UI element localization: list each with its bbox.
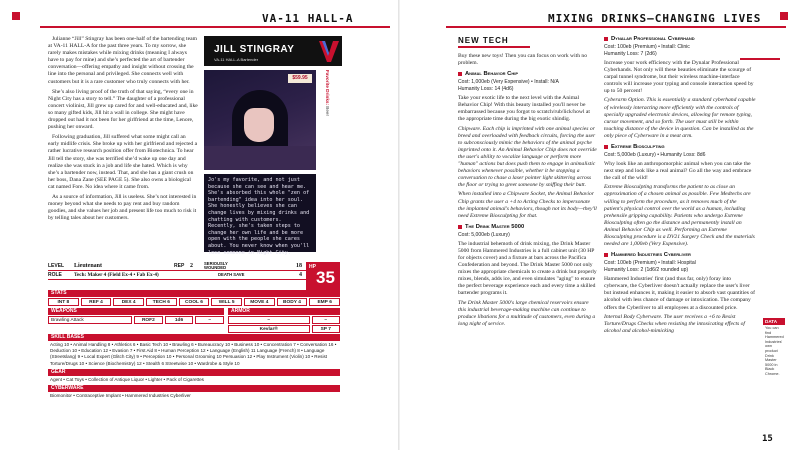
item-heading: Animal Behavior Chip: [458, 71, 598, 77]
weapons-armor: [48, 307, 340, 333]
item-humanity: Humanity Loss: 14 (4d6): [458, 86, 514, 93]
bullet-square-icon: [458, 72, 462, 76]
armor-row-head: [228, 316, 340, 324]
item-cost: Cost: 5,000eb (Luxury): [458, 231, 510, 238]
stats-header: STATS: [48, 290, 340, 297]
gear-header: GEAR: [48, 369, 340, 376]
bullet-square-icon: [604, 37, 608, 41]
item-heading: Extreme Biosculpting: [604, 144, 756, 150]
header-rule: [446, 26, 786, 28]
stat-cell: MOVE 4: [244, 298, 275, 306]
corner-mark: [12, 12, 20, 20]
rep-value: 2: [190, 263, 193, 269]
stat-cell: REF 4: [81, 298, 112, 306]
item-rules: Chipware. Each chip is imprinted with one animal species or breed and overloaded with feedback circuits, forcing the user to subconsciously mimic the behaviors of the animal psyche imprinted onto it. An Animal Behavior Chip does not override the user's ability to vocalize language or perform more "human" actions but does push them to engage in animalistic behaviors whenever possible, whether it be stopping a conversation to chase a laser pointer light skittering across the floor or trying to greet someone by sniffing their butt.: [458, 125, 597, 189]
data-sidebar: [763, 318, 785, 376]
right-column-1: [458, 36, 598, 328]
valhalla-logo-icon: [316, 36, 342, 66]
level-label: LEVEL: [48, 263, 65, 269]
armor-head-sp: –: [312, 316, 341, 324]
gear-list: Agent • Cat Toys • Collection of Antique Liquor • Lighter • Pack of Cigarettes: [50, 376, 204, 382]
stat-cell: COOL 6: [179, 298, 210, 306]
bio-paragraph: She’s also living proof of the truth of that saying, “every one in Night City has a story to tell.” The daughter of a professional concert violinist, Jill grew up cared for and well-educated and, like so many gifted kids, Jill hit a wall in college. She might have dropped out had it not been for her girlfriend at the time, Lenore, pushing her onward.: [48, 88, 198, 131]
item-cost: Cost: 100eb (Premium) • Install: Hospital: [604, 260, 696, 267]
weapons-header: WEAPONS: [48, 308, 224, 315]
item-description: The industrial behemoth of drink mixing, the Drink Master 5000 from Hammered Industries is a full cabinet unit (30 HP for objects cover) and a fixture at bars across the Pacifica Confederation and beyond. The Drink Master 5000 not only mixes the appropriate chemicals to create a drink but properly mixes, blends, adds ice, and even simulates "aging" to ensure the perfect beverage experience each and every time a skilled bartender programs it.: [458, 240, 597, 297]
header-rule: [40, 26, 390, 28]
item-rules: Extreme Biosculpting transforms the patient to as close an approximation of a chosen animal as possible. Few Medtechs are willing to perform the procedure, as it removes much of the patient's physical control over the world as a human, including prehensile gripping capability. Patients who undergo Extreme Biosculpting often go the distance and permanently install an Animal Behavior Chip as well. Performing an Extreme Biosculpting procedure is a DV21 Surgery Check and the materials needed are 1,000eb (Very Expensive).: [604, 184, 755, 248]
profile-subtitle: VA-11 HALL-A Bartender: [214, 57, 259, 62]
new-tech-title: NEW TECH: [458, 36, 530, 48]
profile-name: JILL STINGRAY: [214, 44, 295, 55]
bio-paragraph: Julianne “Jill” Stingray has been one-half of the bartending team at VA-11 HALL-A for the past three years. To my sorrow, she rarely makes mistakes while mixing drinks (meaning I always have to pay for mine) and she’s perfected the art of bartender conversation—offering empathy and insight without crossing the line into the personal and privileged. She connects well with customers but it is a rare customer who truly connects with her.: [48, 36, 197, 85]
item-heading: Dynalar Professional Cyberhand: [604, 36, 756, 42]
stat-cell: WILL 5: [211, 298, 242, 306]
item-rules: Cyberarm Option. This is essentially a standard cyberhand capable of wirelessly interacting more efficiently with the controls of specially upgraded electronic devices, allowing for remote typing, cursor movement, and so forth. The user must still be within touching distance of the device in question. Can be installed as the only piece of Cyberware in a meat arm.: [604, 97, 756, 139]
favorite-drinks-label: Favorite Drinks:: [325, 70, 330, 105]
stat-cell: TECH 6: [146, 298, 177, 306]
favorite-drinks: [320, 70, 330, 170]
stat-cell: DEX 4: [113, 298, 144, 306]
stat-top: [48, 262, 306, 280]
rep-label: REP: [174, 263, 185, 269]
armor-section: [228, 307, 340, 333]
item-humanity: Humanity Loss: 7 (2d6): [604, 51, 657, 57]
portrait-bar-shelf: [204, 146, 316, 170]
role-value: Tech: Maker 4 (Field Ex-4 • Fab Ex-4): [74, 272, 159, 278]
stat-cell: INT 8: [48, 298, 79, 306]
character-quote: Jo's my favorite, and not just because she can see and hear me. She's absorbed this whole "zen of bartending" idea into her soul. She honestly believes she can change lives by mixing drinks and chatting with customers. Recently, she's taken steps to change her own life and be more open with the people she cares about. You never know when you'll lose someone in Night City.: [204, 174, 316, 252]
skill-bases-header: SKILL BASES: [48, 334, 340, 341]
sidebar-text: You can find Hammered Industries' own product Drink Master 5000 in Black Chrome.: [765, 326, 784, 376]
armor-header: ARMOR: [228, 308, 340, 315]
role-row: [48, 271, 306, 280]
armor-row-body: [228, 325, 340, 333]
death-save-value: 4: [299, 272, 302, 278]
item-heading: Hammered Industries Cyberliver: [604, 252, 756, 258]
running-header-right: MIXING DRINKS—CHANGING LIVES: [548, 12, 762, 25]
item-rules: The Drink Master 5000's large chemical reservoirs ensure this industrial beverage-making machine can continue to produce libations for a multitude of customers, even during a long night of service.: [458, 299, 596, 327]
portrait-face: [244, 108, 274, 142]
right-column-2: [604, 36, 756, 335]
character-bio: [48, 36, 198, 225]
bullet-square-icon: [604, 253, 608, 257]
weapon-rof: ROF2: [134, 316, 163, 324]
running-header-left: VA-11 HALL-A: [262, 12, 354, 25]
sidebar-title: DATA: [763, 318, 785, 325]
bullet-square-icon: [458, 225, 462, 229]
corner-mark: [780, 12, 788, 20]
bullet-square-icon: [604, 145, 608, 149]
weapon-row: [48, 316, 224, 324]
item-humanity: Humanity Loss: 2 (1d6/2 rounded up): [604, 267, 689, 274]
stat-cell: BODY 4: [277, 298, 308, 306]
character-portrait: [204, 70, 316, 170]
item-description: Take your exotic life to the next level with the Animal Behavior Chip! With this beauty installed you'll never be embarrassed because you forgot to scratch/rub/lick/howl at the appropriate time during the big exotic shindig.: [458, 95, 590, 123]
death-save-label: DEATH SAVE: [218, 271, 245, 277]
seriously-wounded-label: SERIOUSLY WOUNDED: [204, 260, 228, 270]
armor-body: Kevlar®: [228, 325, 310, 333]
seriously-wounded-value: 18: [296, 263, 302, 269]
item-cost: Cost: 5,000eb (Luxury) • Humanity Loss: 8d6: [604, 152, 706, 159]
favorite-drinks-value: Beer: [325, 106, 330, 116]
item-cost: Cost: 1,000eb (Very Expensive) • Install: N/A: [458, 79, 559, 86]
item-rules: When installed into a Chipware Socket, the Animal Behavior Chip grants the user a +4 to Acting Checks to impersonate the implanted animal's behaviors, though not its body—they'll need Extreme Biosculpting for that.: [458, 191, 597, 219]
item-rules: Internal Body Cyberware. The user receives a +6 to Resist Torture/Drugs Checks when resisting the intoxicating effects of alcohol and alcohol-mimicking: [604, 313, 745, 334]
armor-body-sp: SP 7: [312, 325, 341, 333]
hp-value: 35: [316, 268, 335, 287]
profile-name-bar: [204, 36, 316, 66]
price-sign: $59.95: [288, 74, 312, 83]
item-description: Increase your work efficiency with the Dynalar Professional Cyberhands. Not only will these beauties eliminate the scourge of carpal tunnel syndrome, but their wireless machine-interface controls will increase your typing and console interaction speed by up to 50 percent!: [604, 60, 754, 95]
stat-block: [48, 262, 340, 400]
stats-grid: [48, 298, 340, 306]
item-cost: Cost: 100eb (Premium) • Install: Clinic: [604, 44, 690, 50]
page-number: 15: [762, 434, 773, 444]
weapon-extra: –: [195, 316, 224, 324]
skill-bases: Acting 10 • Animal Handling 8 • Athletics 6 • Basic Tech 10 • Brawling 6 • Bureaucracy 10 • Business 10 • Concentration 7 • Conversation 16 • Deduction 10 • Education 12 • Evasion 7 • First Aid 8 • Human Perception 12 • Language (English) 11 Language (French) 8 • Language (Streetslang) 9 • Local Expert (Glitch City) 9 • Perception 10 • Personal Grooming 10 Persuasion 12 • Play Instrument (Violin) 10 • Resist Torture/Drugs 10 • Science (Biochemistry) 12 • Stealth 6 Streetwise 10 • Wardrobe & Style 10: [50, 342, 337, 366]
cyberware-header: CYBERWARE: [48, 385, 340, 392]
weapon-damage: 1d6: [165, 316, 194, 324]
profile-card: [204, 36, 340, 256]
hp-label: HP: [309, 264, 316, 270]
level-value: Lieutenant: [74, 263, 103, 269]
weapon-name: Brawling Attack: [48, 316, 132, 324]
new-tech-intro: Buy these new toys! Then you can focus on work with no problem.: [458, 53, 587, 67]
hp-box: [306, 262, 340, 290]
bio-paragraph: Following graduation, Jill suffered what some might call an early midlife crisis. She broke up with her girlfriend and rejected a rather lucrative research position offer from Biotechnica. To hear Jill tell the story, she was terrified she’d wake up one day and realize she was stuck in a job and life she hated. Which is why she’s a bartender now, instead. That, and she has a giant crush on her boss, Dana Zane (SEE PAGE 5). She also owns a biological cat named Fore. No idea where it came from.: [48, 134, 198, 190]
weapons-section: [48, 307, 224, 333]
item-heading: The Drink Master 5000: [458, 224, 598, 230]
level-row: [48, 262, 306, 271]
role-label: ROLE: [48, 272, 62, 278]
bio-paragraph: As a source of information, Jill is useless. She’s not interested in money beyond what she needs to pay rent and buy random goodies, and she values her job and present life too much to risk it by telling tales about her customers.: [48, 193, 197, 222]
armor-head: –: [228, 316, 310, 324]
item-description: Why look like an anthropomorphic animal when you can take the next step and look like a real animal? Go all the way and embrace the call of the wild!: [604, 161, 752, 182]
cyberware-list: Biomonitor • Contraceptive Implant • Hammered Industries Cyberliver: [50, 393, 191, 399]
item-description: Hammered Industries' first (and thus far, only) foray into cyberware, the Cyberliver doesn't actually replace the user's liver but instead enhances it, making it easier to absorb vast quantities of alcohol with less chance of damage or intoxication. The company offers the Cyberliver to all employees at a discounted price.: [604, 276, 755, 311]
stat-cell: EMP 6: [309, 298, 340, 306]
